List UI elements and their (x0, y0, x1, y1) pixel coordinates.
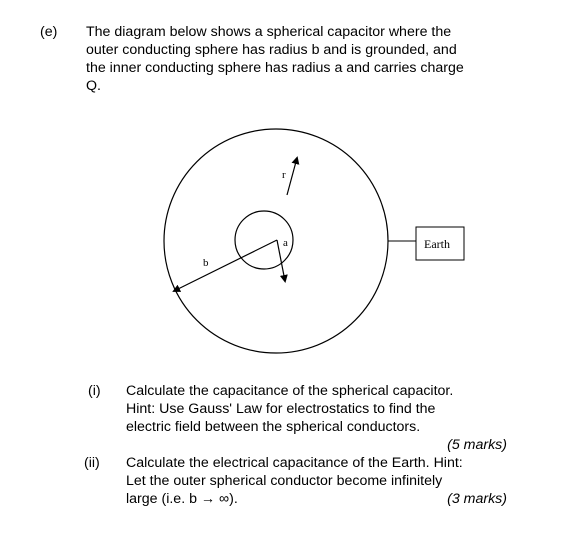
question-line-1: The diagram below shows a spherical capacitor where the (86, 24, 452, 40)
question-label: (e) (40, 24, 58, 40)
question-line-2: outer conducting sphere has radius b and is grounded, and (86, 42, 457, 58)
part-ii-label: (ii) (84, 455, 100, 471)
part-ii-marks: (3 marks) (447, 491, 507, 507)
label-a: a (283, 237, 288, 249)
label-r: r (282, 169, 286, 181)
label-b: b (203, 257, 209, 269)
question-line-3: the inner conducting sphere has radius a and carries charge (86, 60, 464, 76)
part-i-marks: (5 marks) (447, 437, 507, 453)
radius-r-arrow (287, 158, 297, 195)
part-ii-line-3: large (i.e. b → ∞). (126, 491, 238, 507)
question-line-4: Q. (86, 78, 101, 94)
earth-label: Earth (424, 237, 450, 251)
radius-b-arrow (174, 240, 277, 291)
part-ii-line-2: Let the outer spherical conductor become infinitely (126, 473, 443, 489)
part-i-line-3: electric field between the spherical conductors. (126, 419, 421, 435)
part-ii-line-1: Calculate the electrical capacitance of the Earth. Hint: (126, 455, 463, 471)
part-i-label: (i) (88, 383, 101, 399)
part-i-line-1: Calculate the capacitance of the spherical capacitor. (126, 383, 454, 399)
part-i-line-2: Hint: Use Gauss' Law for electrostatics to find the (126, 401, 436, 417)
